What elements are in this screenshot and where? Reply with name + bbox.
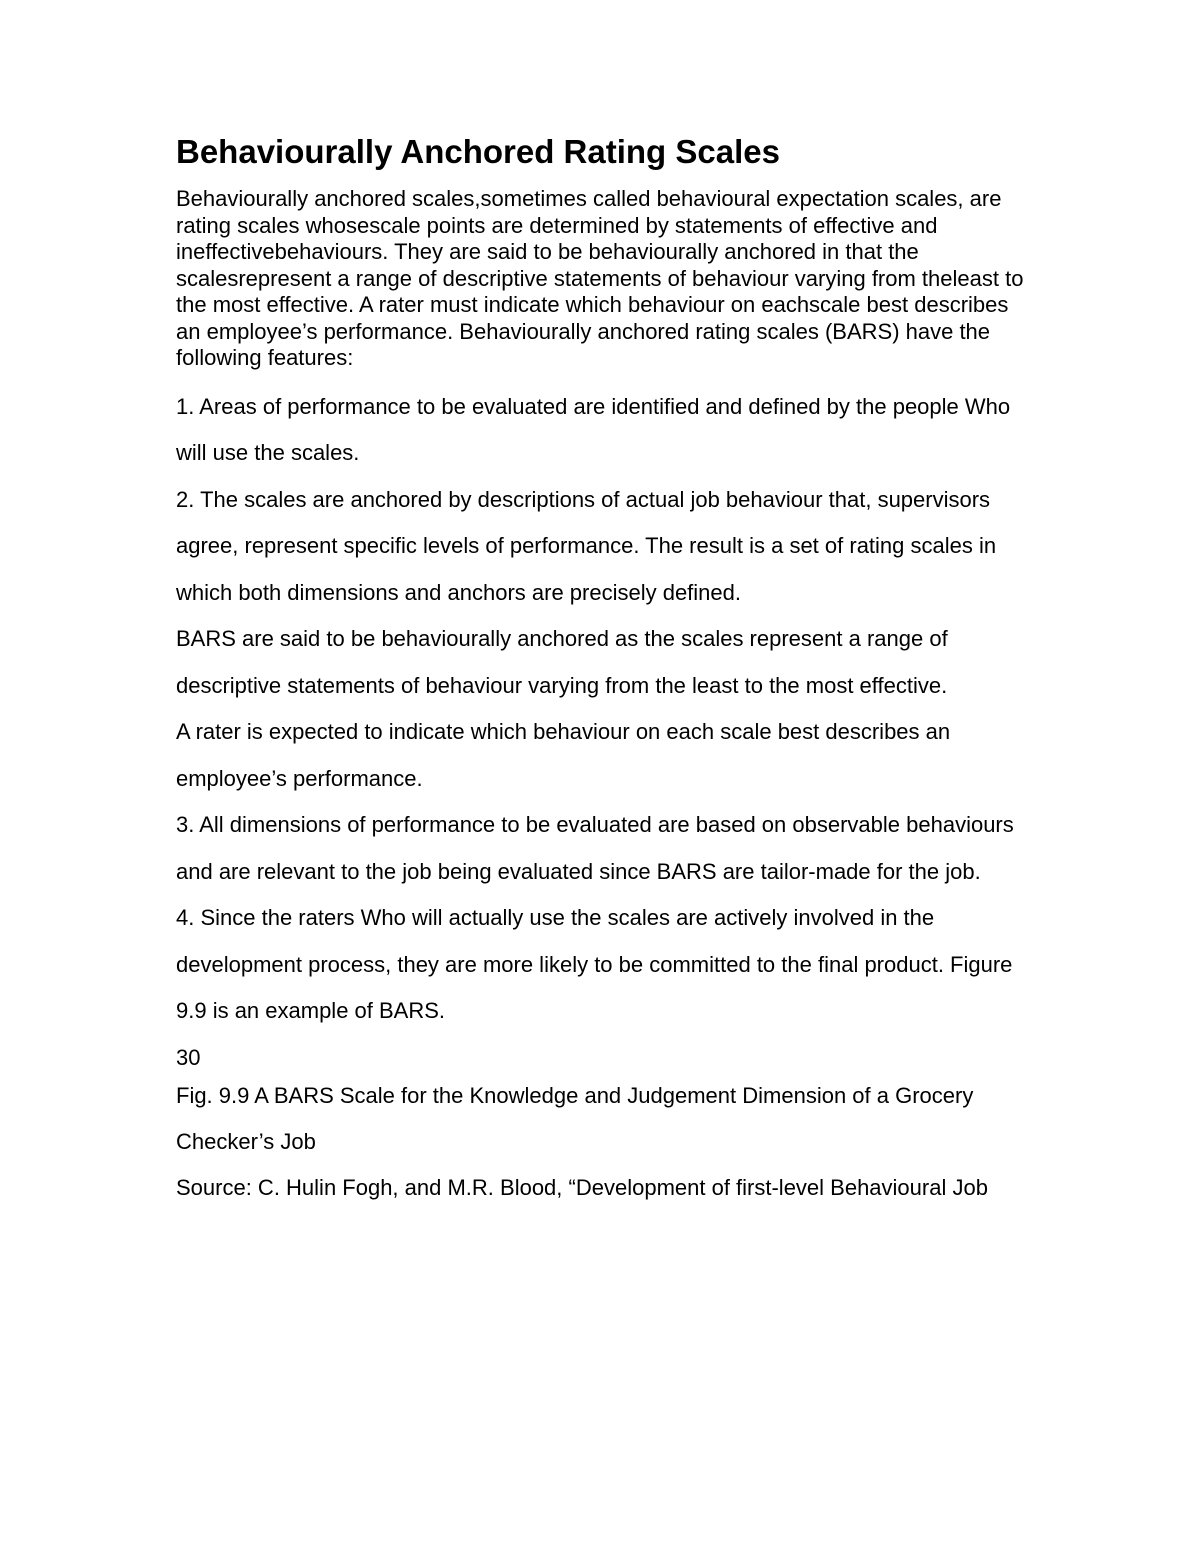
intro-paragraph: Behaviourally anchored scales,sometimes called behavioural expectation scales, are rating scales whosescale points are determined by statements of effective and ineffectivebehaviours. They are said to be behaviourally anchored in that the scalesrepresent a range of descriptive statements of behaviour varying from theleast to the most effective. A rater must indicate which behaviour on eachscale best describes an employee’s performance. Behaviourally anchored rating scales (BARS) have the following features: [176, 186, 1024, 370]
feature-item-1: 1. Areas of performance to be evaluated are identified and defined by the people Who will use the scales. [176, 393, 1011, 465]
document-page [176, 128, 1036, 1221]
source-citation: Source: C. Hulin Fogh, and M.R. Blood, “Development of first-level Behavioural Job [176, 1175, 988, 1200]
figure-caption-continued: Checker’s Job [176, 1129, 316, 1154]
figure-caption: Fig. 9.9 A BARS Scale for the Knowledge and Judgement Dimension of a Grocery [176, 1083, 974, 1108]
rater-paragraph: A rater is expected to indicate which behaviour on each scale best describes an employee’s performance. [176, 719, 951, 791]
document-title: Behaviourally Anchored Rating Scales [176, 133, 780, 170]
bars-paragraph: BARS are said to be behaviourally anchored as the scales represent a range of descriptive statements of behaviour varying from the least to the most effective. [176, 626, 948, 698]
feature-item-4: 4. Since the raters Who will actually use the scales are actively involved in the development process, they are more likely to be committed to the final product. Figure 9.9 is an example of BARS. [176, 905, 1013, 1023]
page-number: 30 [176, 1044, 201, 1070]
feature-item-3: 3. All dimensions of performance to be evaluated are based on observable behaviours and are relevant to the job being evaluated since BARS are tailor-made for the job. [176, 812, 1014, 884]
feature-item-2: 2. The scales are anchored by descriptions of actual job behaviour that, supervisors agree, represent specific levels of performance. The result is a set of rating scales in which both dimensions and anchors are precisely defined. [176, 486, 997, 605]
